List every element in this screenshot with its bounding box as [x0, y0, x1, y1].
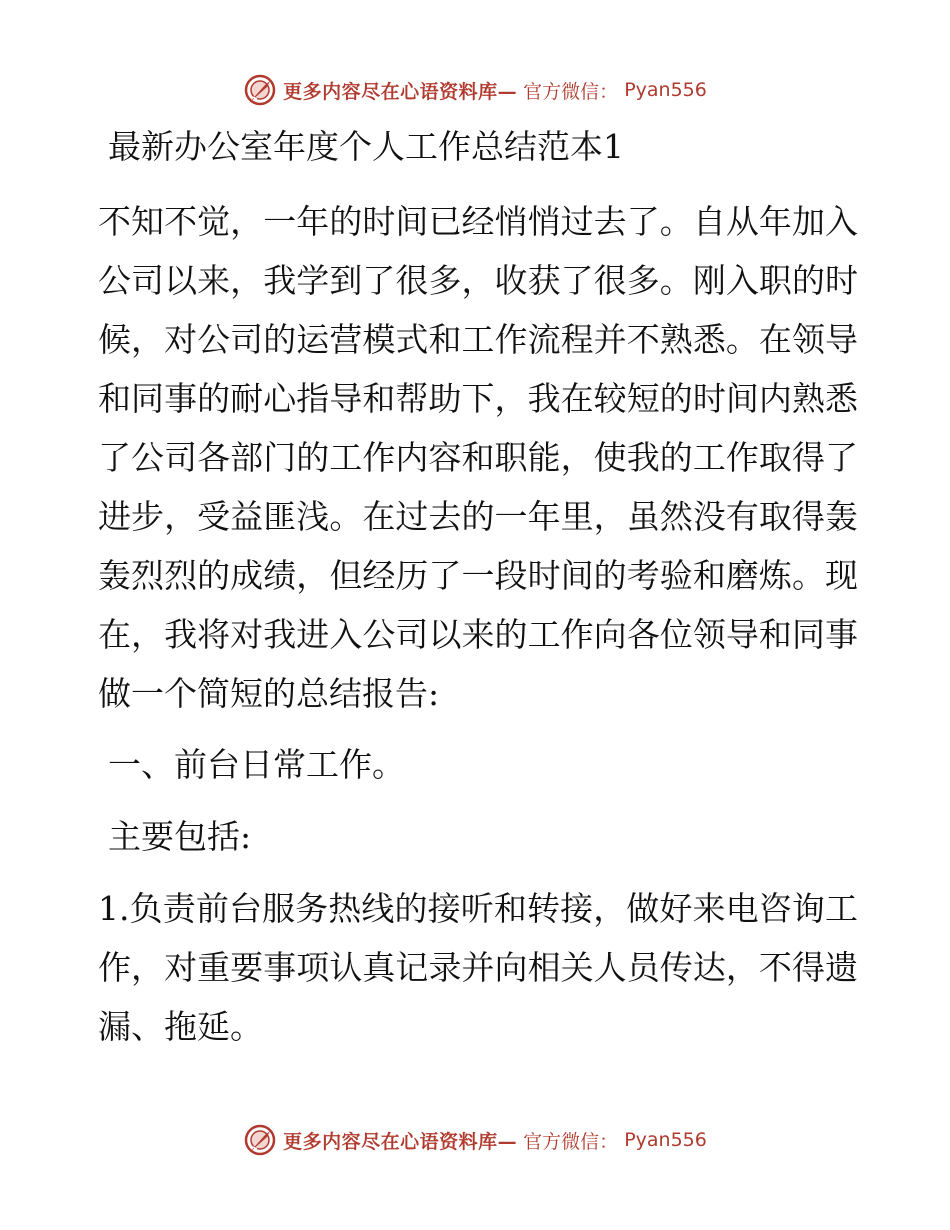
quill-seal-icon	[243, 73, 277, 107]
banner-text: 更多内容尽在心语资料库—	[283, 80, 518, 103]
banner-wechat-label: 官方微信：	[523, 80, 619, 103]
quill-seal-icon	[243, 1123, 277, 1157]
banner-wechat-id: Pyan556	[624, 79, 707, 101]
footer-banner	[0, 1120, 950, 1160]
header-banner	[0, 70, 950, 110]
paragraph-includes: 主要包括:	[108, 817, 252, 856]
banner-text: 更多内容尽在心语资料库—	[283, 1130, 518, 1153]
paragraph-section-heading: 一、前台日常工作。	[108, 745, 405, 784]
paragraph-item-1: 1.负责前台服务热线的接听和转接，做好来电咨询工作，对重要事项认真记录并向相关人员传达，不得遗漏、拖延。	[98, 889, 858, 1046]
document-title: 最新办公室年度个人工作总结范本1	[108, 127, 624, 166]
banner-wechat-id: Pyan556	[624, 1129, 707, 1151]
paragraph-intro: 不知不觉，一年的时间已经悄悄过去了。自从年加入公司以来，我学到了很多，收获了很多。刚入职的时候，对公司的运营模式和工作流程并不熟悉。在领导和同事的耐心指导和帮助下，我在较短的时间内熟悉了公司各部门的工作内容和职能，使我的工作取得了进步，受益匪浅。在过去的一年里，虽然没有取得轰轰烈烈的成绩，但经历了一段时间的考验和磨炼。现在，我将对我进入公司以来的工作向各位领导和同事做一个简短的总结报告:	[98, 202, 858, 713]
banner-wechat-label: 官方微信：	[523, 1130, 619, 1153]
